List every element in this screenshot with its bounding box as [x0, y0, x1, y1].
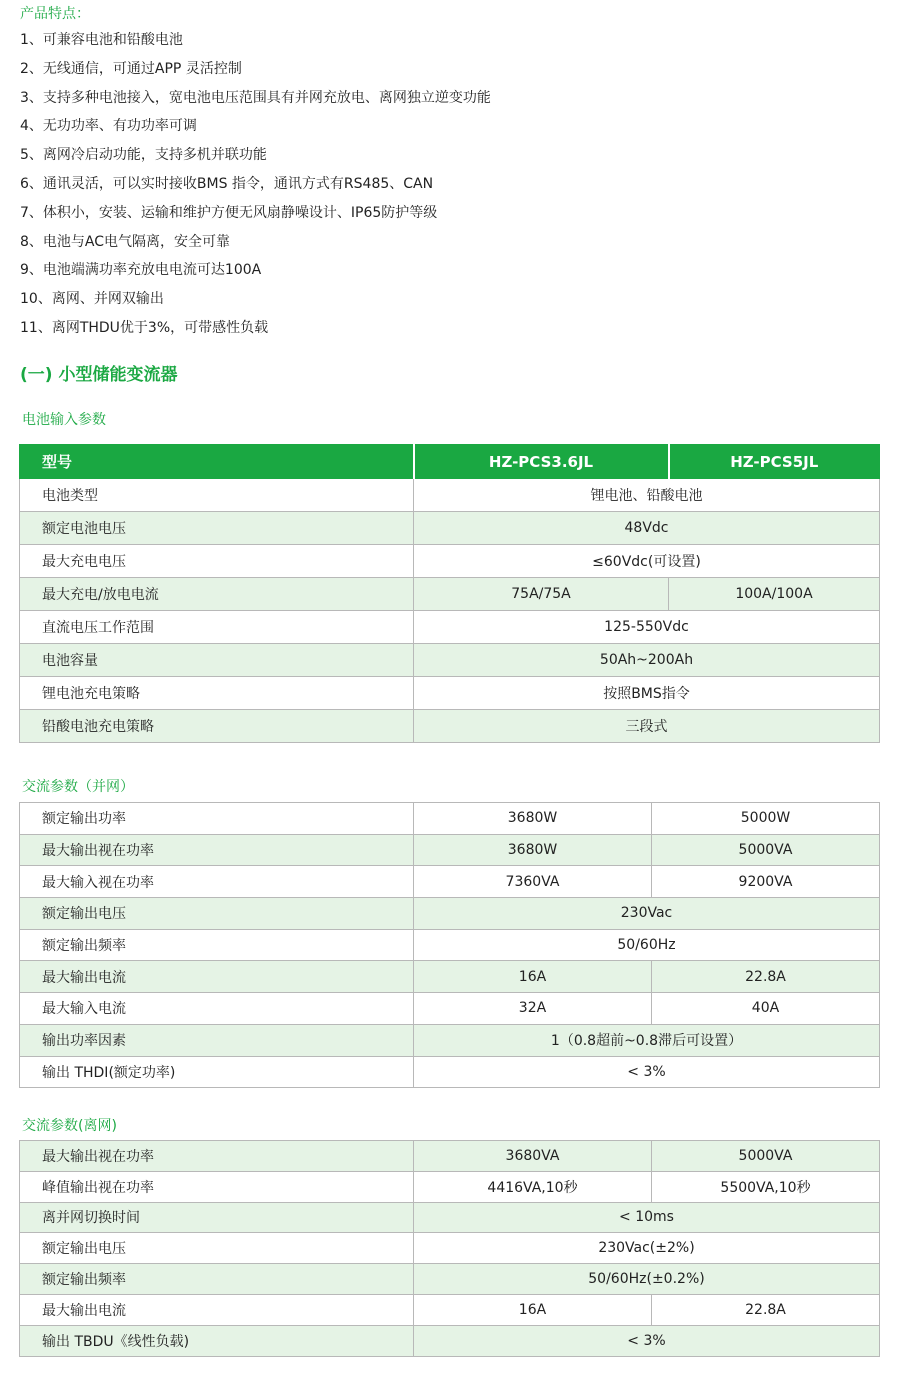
table-row [20, 1325, 880, 1356]
row-label: 输出 THDI(额定功率) [20, 1056, 414, 1088]
row-value: ≤60Vdc(可设置) [414, 545, 880, 578]
feature-item: 5、离网冷启动功能，支持多机并联功能 [20, 147, 267, 164]
row-value: < 3% [414, 1056, 880, 1088]
row-value-model-a: 16A [414, 1294, 652, 1325]
row-label: 最大输出视在功率 [20, 1141, 414, 1172]
table-row [20, 1056, 880, 1088]
row-value: 按照BMS指令 [414, 677, 880, 710]
row-label: 峰值输出视在功率 [20, 1171, 414, 1202]
table-row [20, 644, 880, 677]
feature-item: 11、离网THDU优于3%，可带感性负载 [20, 319, 269, 336]
feature-item: 3、支持多种电池接入，宽电池电压范围具有并网充放电、离网独立逆变功能 [20, 89, 491, 106]
row-value-model-a: 4416VA,10秒 [414, 1171, 652, 1202]
battery-params-heading: 电池输入参数 [22, 412, 106, 428]
row-value-model-b: 5000W [652, 803, 880, 835]
row-label: 额定输出功率 [20, 803, 414, 835]
table-row [20, 677, 880, 710]
table-row [20, 611, 880, 644]
table-row [20, 1233, 880, 1264]
ac-grid-params-table [19, 802, 880, 1088]
row-label: 输出 TBDU《线性负载) [20, 1325, 414, 1356]
feature-item: 2、无线通信，可通过APP 灵活控制 [20, 60, 242, 77]
table-row [20, 545, 880, 578]
ac-offgrid-params-heading: 交流参数(离网) [22, 1118, 117, 1134]
row-value-model-a: 3680VA [414, 1141, 652, 1172]
row-value-model-a: 3680W [414, 834, 652, 866]
row-label: 锂电池充电策略 [20, 677, 414, 710]
table-row [20, 1294, 880, 1325]
row-value-model-a: 3680W [414, 803, 652, 835]
row-label: 额定输出频率 [20, 1264, 414, 1295]
row-value: 48Vdc [414, 512, 880, 545]
model-a-header: HZ-PCS3.6JL [414, 445, 669, 479]
row-value-model-a: 32A [414, 993, 652, 1025]
row-label: 额定输出频率 [20, 929, 414, 961]
row-value: 50Ah~200Ah [414, 644, 880, 677]
row-value: 1（0.8超前~0.8滞后可设置） [414, 1024, 880, 1056]
row-value: 230Vac [414, 898, 880, 930]
table-row [20, 479, 880, 512]
feature-item: 9、电池端满功率充放电电流可达100A [20, 262, 262, 279]
features-list [20, 28, 491, 345]
model-header-label: 型号 [20, 445, 414, 479]
feature-item: 4、无功功率、有功功率可调 [20, 118, 197, 135]
table-row [20, 898, 880, 930]
row-label: 电池类型 [20, 479, 414, 512]
row-value: 230Vac(±2%) [414, 1233, 880, 1264]
feature-item: 10、离网、并网双输出 [20, 291, 164, 308]
table-row [20, 1171, 880, 1202]
model-b-header: HZ-PCS5JL [669, 445, 880, 479]
features-heading: 产品特点： [20, 6, 90, 22]
row-label: 电池容量 [20, 644, 414, 677]
row-label: 离并网切换时间 [20, 1202, 414, 1233]
row-value-model-a: 16A [414, 961, 652, 993]
row-value-model-b: 22.8A [652, 961, 880, 993]
table-row [20, 1024, 880, 1056]
table-header-row [20, 445, 880, 479]
row-label: 额定输出电压 [20, 898, 414, 930]
row-value-model-b: 22.8A [652, 1294, 880, 1325]
row-label: 铅酸电池充电策略 [20, 710, 414, 743]
feature-item: 8、电池与AC电气隔离，安全可靠 [20, 233, 231, 250]
row-label: 最大输入电流 [20, 993, 414, 1025]
row-value-model-b: 5000VA [652, 834, 880, 866]
table-row [20, 710, 880, 743]
table-row [20, 1264, 880, 1295]
row-value-model-b: 5500VA,10秒 [652, 1171, 880, 1202]
row-label: 最大充电电压 [20, 545, 414, 578]
row-value: 125-550Vdc [414, 611, 880, 644]
table-row [20, 578, 880, 611]
row-value-model-b: 9200VA [652, 866, 880, 898]
ac-grid-params-heading: 交流参数（并网） [22, 779, 134, 795]
row-label: 最大充电/放电电流 [20, 578, 414, 611]
row-label: 最大输出电流 [20, 1294, 414, 1325]
ac-offgrid-params-table [19, 1140, 880, 1357]
row-value: 三段式 [414, 710, 880, 743]
feature-item: 7、体积小，安装、运输和维护方便无风扇静噪设计、IP65防护等级 [20, 204, 438, 221]
row-value: 锂电池、铅酸电池 [414, 479, 880, 512]
row-label: 最大输入视在功率 [20, 866, 414, 898]
row-label: 额定电池电压 [20, 512, 414, 545]
table-row [20, 803, 880, 835]
row-value-model-b: 40A [652, 993, 880, 1025]
row-value: < 10ms [414, 1202, 880, 1233]
battery-params-table [19, 444, 880, 743]
table-row [20, 866, 880, 898]
row-value: < 3% [414, 1325, 880, 1356]
row-value: 50/60Hz [414, 929, 880, 961]
feature-item: 6、通讯灵活，可以实时接收BMS 指令，通讯方式有RS485、CAN [20, 175, 434, 192]
row-label: 输出功率因素 [20, 1024, 414, 1056]
row-value-model-b: 100A/100A [669, 578, 880, 611]
table-row [20, 929, 880, 961]
table-row [20, 512, 880, 545]
row-value-model-b: 5000VA [652, 1141, 880, 1172]
table-row [20, 1141, 880, 1172]
table-row [20, 1202, 880, 1233]
row-value: 50/60Hz(±0.2%) [414, 1264, 880, 1295]
feature-item: 1、可兼容电池和铅酸电池 [20, 32, 183, 48]
table-row [20, 993, 880, 1025]
row-value-model-a: 7360VA [414, 866, 652, 898]
row-label: 直流电压工作范围 [20, 611, 414, 644]
table-row [20, 834, 880, 866]
row-value-model-a: 75A/75A [414, 578, 669, 611]
table-row [20, 961, 880, 993]
row-label: 最大输出视在功率 [20, 834, 414, 866]
row-label: 额定输出电压 [20, 1233, 414, 1264]
row-label: 最大输出电流 [20, 961, 414, 993]
section-title: (一) 小型储能变流器 [20, 365, 178, 385]
